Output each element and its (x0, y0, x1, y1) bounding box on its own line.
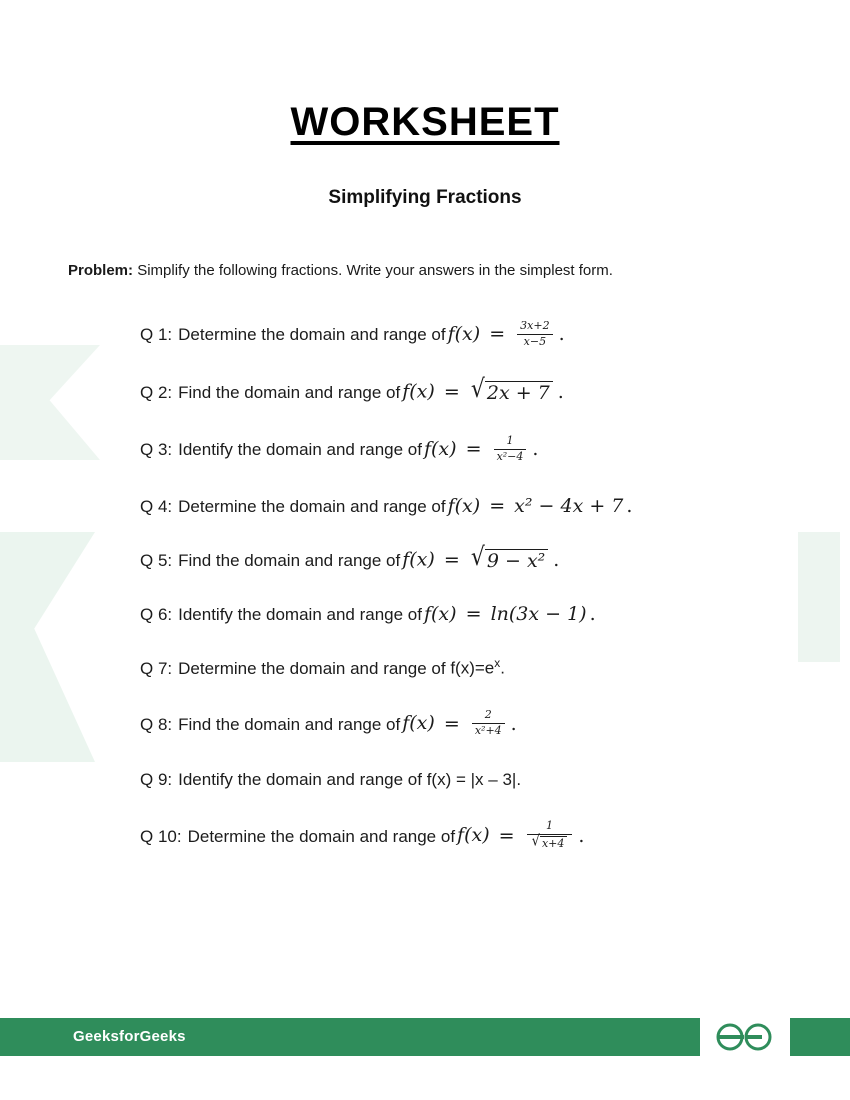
question-label: Q 7: (140, 658, 173, 678)
question-expression: f(x) = |x – 3|. (426, 769, 522, 789)
question-text: Determine the domain and range of (178, 325, 446, 345)
gfg-logo-icon (700, 1018, 790, 1056)
list-item (140, 436, 790, 464)
problem-text: Simplify the following fractions. Write your answers in the simplest form. (137, 262, 613, 279)
question-expression: f(x) = x² − 4x + 7 . (447, 495, 633, 518)
question-label: Q 5: (140, 550, 173, 570)
page-subtitle: Simplifying Fractions (328, 187, 522, 208)
question-text: Find the domain and range of (178, 714, 401, 734)
problem-label: Problem: (68, 262, 134, 279)
question-label: Q 1: (140, 325, 173, 345)
question-label: Q 2: (140, 382, 173, 402)
question-expression: f(x) = √ 9 − x² . (402, 543, 560, 573)
list-item (140, 496, 790, 517)
page-title: WORKSHEET (290, 100, 560, 144)
list-item (140, 375, 790, 405)
question-expression: f(x) = $\frac{1}{\text{x²−4}}$ . (423, 434, 539, 463)
question-text: Find the domain and range of (178, 550, 401, 570)
footer-brand-text: GeeksforGeeks (73, 1028, 186, 1045)
question-label: Q 4: (140, 497, 173, 517)
list-item (140, 657, 790, 678)
question-text: Determine the domain and range of (178, 497, 446, 517)
question-expression: f(x) = $\frac{3x+2}{x-5}$ . (447, 319, 565, 348)
list-item (140, 821, 790, 851)
question-label: Q 10: (140, 826, 182, 846)
question-text: Identify the domain and range of (178, 440, 422, 460)
question-text: Identify the domain and range of (178, 769, 422, 789)
question-expression: f(x) = 1 √ x+4 . (457, 819, 585, 851)
question-expression: $f(x)=e^x$. (450, 656, 505, 678)
page-footer (0, 1018, 850, 1056)
question-list (0, 321, 850, 852)
list-item (140, 771, 790, 790)
list-item (140, 321, 790, 349)
question-text: Determine the domain and range of (187, 826, 456, 846)
question-label: Q 6: (140, 605, 173, 625)
list-item (140, 710, 790, 738)
list-item (140, 543, 790, 573)
footer-bar-right (790, 1018, 850, 1056)
question-text: Find the domain and range of (178, 382, 401, 402)
question-label: Q 3: (140, 440, 173, 460)
question-text: Identify the domain and range of (178, 605, 422, 625)
problem-statement (0, 224, 850, 279)
question-label: Q 9: (140, 769, 173, 789)
question-text: Determine the domain and range of (178, 658, 446, 678)
question-expression: f(x) = √ 2x + 7 . (402, 375, 564, 405)
question-expression: f(x) = ln(3x − 1) . (423, 603, 596, 626)
question-expression: f(x) = $\frac{2}{\text{x²+4}}$ . (402, 708, 517, 738)
list-item (140, 604, 790, 625)
question-label: Q 8: (140, 714, 173, 734)
